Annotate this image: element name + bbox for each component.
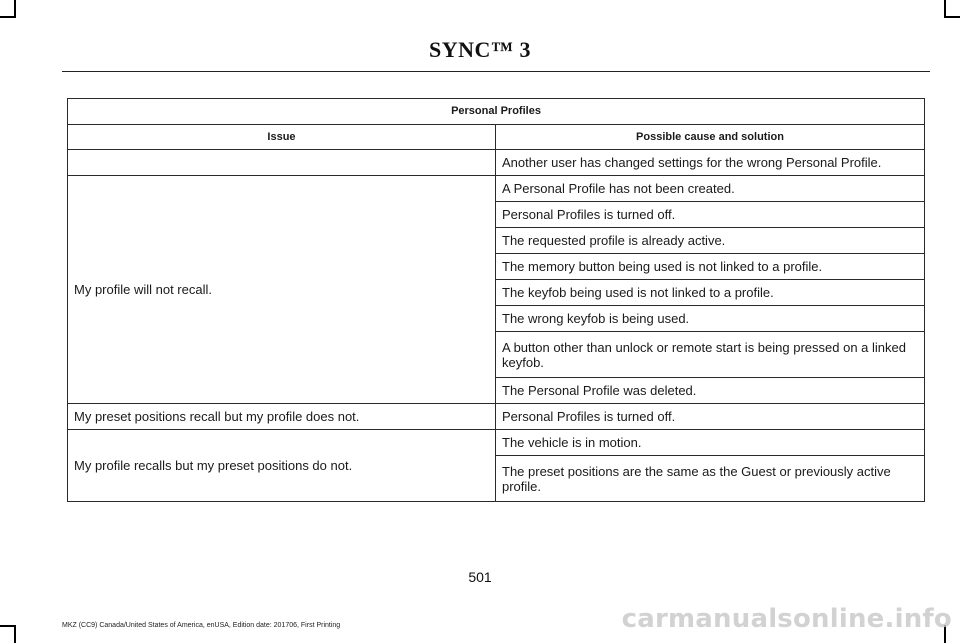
table-header-row (68, 125, 925, 150)
cause-cell: The vehicle is in motion. (496, 430, 925, 456)
footer-edition-text: MKZ (CC9) Canada/United States of America, enUSA, Edition date: 201706, First Printing (62, 622, 341, 629)
table-row (68, 430, 925, 456)
crop-mark-bottom-left (0, 625, 16, 627)
issue-cell (68, 150, 496, 176)
issue-cell: My preset positions recall but my profile does not. (68, 404, 496, 430)
personal-profiles-table (67, 98, 925, 502)
table-caption: Personal Profiles (68, 99, 925, 125)
cause-cell: The keyfob being used is not linked to a profile. (496, 280, 925, 306)
cause-cell: The memory button being used is not linked to a profile. (496, 254, 925, 280)
column-header-cause: Possible cause and solution (496, 125, 925, 150)
table-caption-row (68, 99, 925, 125)
watermark-logo: carmanualsonline.info (621, 604, 952, 634)
cause-cell: The requested profile is already active. (496, 228, 925, 254)
issue-cell: My profile will not recall. (68, 176, 496, 404)
table-row (68, 404, 925, 430)
cause-cell: Another user has changed settings for the wrong Personal Profile. (496, 150, 925, 176)
table-row (68, 150, 925, 176)
cause-cell: A button other than unlock or remote start is being pressed on a linked keyfob. (496, 332, 925, 378)
cause-cell: Personal Profiles is turned off. (496, 202, 925, 228)
cause-cell: Personal Profiles is turned off. (496, 404, 925, 430)
page-title: SYNC™ 3 (429, 37, 531, 62)
cause-cell: The preset positions are the same as the Guest or previously active profile. (496, 456, 925, 502)
cause-cell: A Personal Profile has not been created. (496, 176, 925, 202)
page-number: 501 (468, 569, 492, 585)
crop-mark-bottom-left (14, 625, 16, 643)
column-header-issue: Issue (68, 125, 496, 150)
title-rule (62, 71, 930, 72)
issue-cell: My profile recalls but my preset positions do not. (68, 430, 496, 502)
cause-cell: The wrong keyfob is being used. (496, 306, 925, 332)
crop-mark-top-right (944, 16, 960, 18)
crop-mark-top-left (0, 16, 16, 18)
cause-cell: The Personal Profile was deleted. (496, 378, 925, 404)
table-row (68, 176, 925, 202)
